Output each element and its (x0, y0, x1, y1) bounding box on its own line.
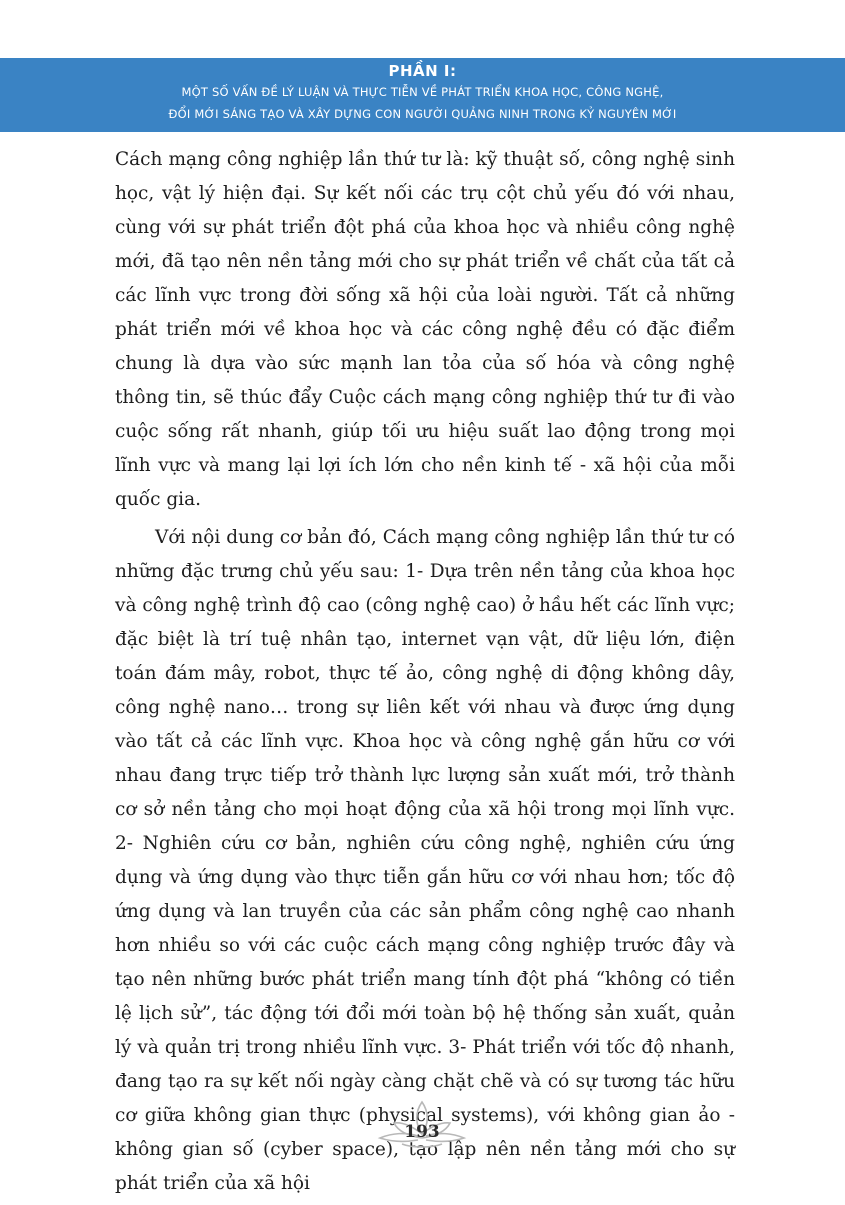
section-title-line-2: ĐỔI MỚI SÁNG TẠO VÀ XÂY DỰNG CON NGƯỜI QUẢNG NINH TRONG KỶ NGUYÊN MỚI (168, 107, 677, 121)
paragraph-1: Cách mạng công nghiệp lần thứ tư là: kỹ thuật số, công nghệ sinh học, vật lý hiện đại. Sự kết nối các trụ cột chủ yếu đó với nhau, cùng với sự phát triển đột phá của khoa học và nhiều công nghệ mới, đã tạo nên nền tảng mới cho sự phát triển về chất của tất cả các lĩnh vực trong đời sống xã hội của loài người. Tất cả những phát triển mới về khoa học và các công nghệ đều có đặc điểm chung là dựa vào sức mạnh lan tỏa của số hóa và công nghệ thông tin, sẽ thúc đẩy Cuộc cách mạng công nghiệp thứ tư đi vào cuộc sống rất nhanh, giúp tối ưu hiệu suất lao động trong mọi lĩnh vực và mang lại lợi ích lớn cho nền kinh tế - xã hội của mỗi quốc gia. (115, 149, 735, 510)
page-number: 193 (404, 1122, 440, 1142)
body-text (115, 143, 735, 1205)
part-title: PHẦN I: (388, 62, 457, 80)
paragraph-2: Với nội dung cơ bản đó, Cách mạng công nghiệp lần thứ tư có những đặc trưng chủ yếu sau: 1- Dựa trên nền tảng của khoa học và công nghệ trình độ cao (công nghệ cao) ở hầu hết các lĩnh vực; đặc biệt là trí tuệ nhân tạo, internet vạn vật, dữ liệu lớn, điện toán đám mây, robot, thực tế ảo, công nghệ di động không dây, công nghệ nano… trong sự liên kết với nhau và được ứng dụng vào tất cả các lĩnh vực. Khoa học và công nghệ gắn hữu cơ với nhau đang trực tiếp trở thành lực lượng sản xuất mới, trở thành cơ sở nền tảng cho mọi hoạt động của xã hội trong mọi lĩnh vực. 2- Nghiên cứu cơ bản, nghiên cứu công nghệ, nghiên cứu ứng dụng và ứng dụng vào thực tiễn gắn hữu cơ với nhau hơn; tốc độ ứng dụng và lan truyền của các sản phẩm công nghệ cao nhanh hơn nhiều so với các cuộc cách mạng công nghiệp trước đây và tạo nên những bước phát triển mang tính đột phá “không có tiền lệ lịch sử”, tác động tới đổi mới toàn bộ hệ thống sản xuất, quản lý và quản trị trong nhiều lĩnh vực. 3- Phát triển với tốc độ nhanh, đang tạo ra sự kết nối ngày càng chặt chẽ và có sự tương tác hữu cơ giữa không gian thực (physical systems), với không gian ảo - không gian số (cyber space), tạo lập nên nền tảng mới cho sự phát triển của xã hội (115, 527, 735, 1194)
section-title-line-1: MỘT SỐ VẤN ĐỀ LÝ LUẬN VÀ THỰC TIỄN VỀ PHÁT TRIỂN KHOA HỌC, CÔNG NGHỆ, (181, 85, 664, 99)
section-header-banner (0, 58, 845, 132)
page-number-ornament (372, 1098, 472, 1158)
